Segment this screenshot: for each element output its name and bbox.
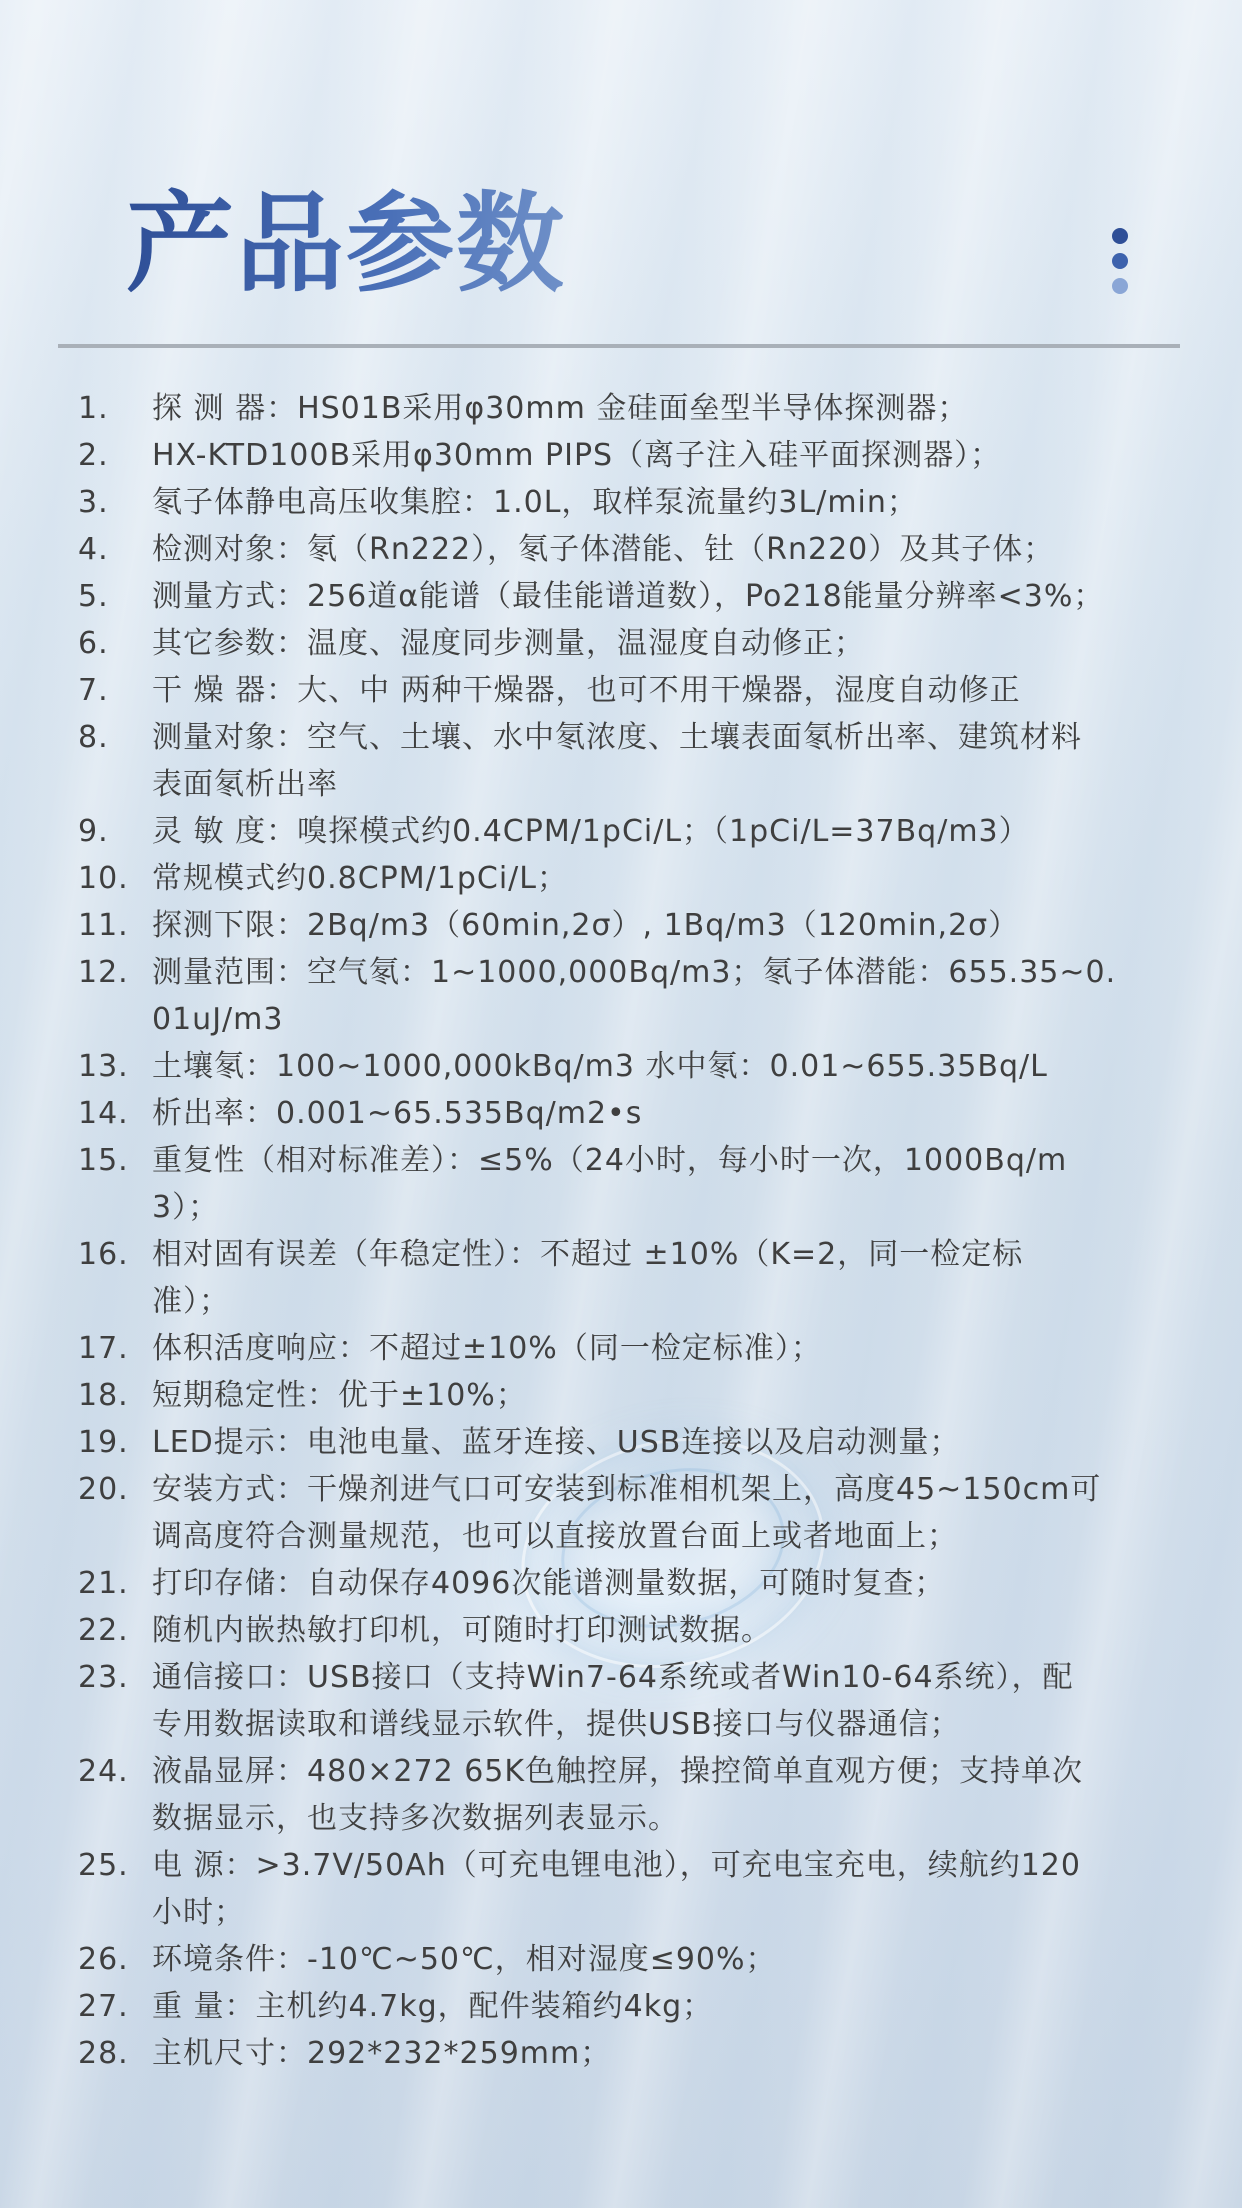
spec-item — [78, 1043, 1168, 1090]
spec-item — [78, 479, 1168, 526]
spec-text — [152, 855, 1168, 902]
spec-item — [78, 949, 1168, 1043]
spec-text — [152, 573, 1168, 620]
spec-line: 液晶显屏：480×272 65K色触控屏，操控简单直观方便；支持单次 — [152, 1754, 1084, 1789]
spec-line: 重 量：主机约4.7kg，配件装箱约4kg； — [152, 1989, 714, 2024]
spec-line: 调高度符合测量规范，也可以直接放置台面上或者地面上； — [152, 1519, 958, 1554]
spec-number: 22. — [78, 1613, 129, 1648]
spec-text — [152, 714, 1168, 808]
spec-line: 环境条件：-10℃~50℃，相对湿度≤90%； — [152, 1942, 777, 1977]
spec-line: 表面氡析出率 — [152, 767, 338, 802]
spec-number: 19. — [78, 1425, 129, 1460]
spec-text — [152, 1607, 1168, 1654]
page-header — [0, 0, 1242, 350]
spec-line: 其它参数：温度、湿度同步测量，温湿度自动修正； — [152, 626, 865, 661]
spec-item — [78, 1654, 1168, 1748]
spec-item — [78, 385, 1168, 432]
page-title: 产品参数 — [126, 180, 566, 310]
spec-line: 氡子体静电高压收集腔：1.0L，取样泵流量约3L/min； — [152, 485, 918, 520]
spec-number: 26. — [78, 1942, 129, 1977]
spec-item — [78, 1983, 1168, 2030]
spec-number: 23. — [78, 1660, 129, 1695]
spec-item — [78, 1936, 1168, 1983]
spec-item — [78, 714, 1168, 808]
spec-line: 专用数据读取和谱线显示软件，提供USB接口与仪器通信； — [152, 1707, 961, 1742]
spec-line: 打印存储：自动保存4096次能谱测量数据，可随时复查； — [152, 1566, 946, 1601]
spec-number: 28. — [78, 2036, 129, 2071]
spec-item — [78, 855, 1168, 902]
spec-line: 主机尺寸：292*232*259mm； — [152, 2036, 612, 2071]
spec-line: 灵 敏 度：嗅探模式约0.4CPM/1pCi/L；（1pCi/L=37Bq/m3） — [152, 814, 1030, 849]
spec-text — [152, 385, 1168, 432]
spec-line: 安装方式：干燥剂进气口可安装到标准相机架上，高度45~150cm可 — [152, 1472, 1102, 1507]
spec-text — [152, 2030, 1168, 2077]
spec-text — [152, 1372, 1168, 1419]
spec-item — [78, 620, 1168, 667]
spec-line: 析出率：0.001~65.535Bq/m2•s — [152, 1096, 643, 1131]
spec-line: 小时； — [152, 1895, 245, 1930]
spec-item — [78, 1842, 1168, 1936]
spec-number: 2. — [78, 438, 109, 473]
spec-item — [78, 1419, 1168, 1466]
spec-number: 24. — [78, 1754, 129, 1789]
spec-number: 10. — [78, 861, 129, 896]
spec-line: 检测对象：氡（Rn222），氡子体潜能、钍（Rn220）及其子体； — [152, 532, 1055, 567]
spec-text — [152, 1137, 1168, 1231]
spec-item — [78, 808, 1168, 855]
spec-text — [152, 1936, 1168, 1983]
spec-text — [152, 1325, 1168, 1372]
spec-number: 1. — [78, 391, 109, 426]
spec-text — [152, 1842, 1168, 1936]
spec-line: 测量范围：空气氡：1~1000,000Bq/m3；氡子体潜能：655.35~0. — [152, 955, 1117, 990]
spec-line: 数据显示，也支持多次数据列表显示。 — [152, 1801, 679, 1836]
spec-line: 重复性（相对标准差）：≤5%（24小时，每小时一次，1000Bq/m — [152, 1143, 1068, 1178]
spec-line: 探 测 器：HS01B采用φ30mm 金硅面垒型半导体探测器； — [152, 391, 969, 426]
spec-text — [152, 1466, 1168, 1560]
spec-item — [78, 667, 1168, 714]
spec-number: 15. — [78, 1143, 129, 1178]
spec-number: 17. — [78, 1331, 129, 1366]
spec-text — [152, 526, 1168, 573]
spec-item — [78, 526, 1168, 573]
spec-item — [78, 1325, 1168, 1372]
spec-item — [78, 1231, 1168, 1325]
spec-text — [152, 1560, 1168, 1607]
spec-line: 土壤氡：100~1000,000kBq/m3 水中氡：0.01~655.35Bq/L — [152, 1049, 1048, 1084]
spec-number: 4. — [78, 532, 109, 567]
spec-text — [152, 1654, 1168, 1748]
spec-number: 9. — [78, 814, 109, 849]
spec-line: 干 燥 器：大、中 两种干燥器，也可不用干燥器，湿度自动修正 — [152, 673, 1021, 708]
spec-line: 测量方式：256道α能谱（最佳能谱道数），Po218能量分辨率<3%； — [152, 579, 1105, 614]
spec-text — [152, 1419, 1168, 1466]
spec-text — [152, 949, 1168, 1043]
spec-number: 16. — [78, 1237, 129, 1272]
spec-text — [152, 667, 1168, 714]
spec-number: 25. — [78, 1848, 129, 1883]
spec-line: 01uJ/m3 — [152, 1002, 284, 1037]
spec-number: 8. — [78, 720, 109, 755]
spec-item — [78, 1607, 1168, 1654]
spec-line: 3）； — [152, 1190, 220, 1225]
spec-text — [152, 432, 1168, 479]
more-dots-icon — [1112, 228, 1132, 303]
spec-item — [78, 1137, 1168, 1231]
spec-number: 11. — [78, 908, 129, 943]
spec-number: 20. — [78, 1472, 129, 1507]
spec-item — [78, 1090, 1168, 1137]
spec-item — [78, 1748, 1168, 1842]
spec-line: HX-KTD100B采用φ30mm PIPS（离子注入硅平面探测器）； — [152, 438, 1002, 473]
spec-line: 探测下限：2Bq/m3（60min,2σ）, 1Bq/m3（120min,2σ） — [152, 908, 1020, 943]
spec-line: 电 源：>3.7V/50Ah（可充电锂电池），可充电宝充电，续航约120 — [152, 1848, 1081, 1883]
dot-icon — [1112, 253, 1128, 269]
spec-text — [152, 620, 1168, 667]
spec-item — [78, 2030, 1168, 2077]
spec-number: 5. — [78, 579, 109, 614]
spec-number: 3. — [78, 485, 109, 520]
header-divider — [58, 344, 1180, 348]
spec-item — [78, 573, 1168, 620]
spec-line: 准）； — [152, 1284, 230, 1319]
spec-number: 21. — [78, 1566, 129, 1601]
dot-icon — [1112, 228, 1128, 244]
spec-text — [152, 479, 1168, 526]
spec-list — [78, 385, 1168, 2077]
spec-line: LED提示：电池电量、蓝牙连接、USB连接以及启动测量； — [152, 1425, 961, 1460]
spec-line: 相对固有误差（年稳定性）：不超过 ±10%（K=2，同一检定标 — [152, 1237, 1024, 1272]
spec-number: 7. — [78, 673, 109, 708]
spec-item — [78, 1466, 1168, 1560]
spec-item — [78, 432, 1168, 479]
spec-text — [152, 1231, 1168, 1325]
spec-number: 18. — [78, 1378, 129, 1413]
spec-line: 短期稳定性：优于±10%； — [152, 1378, 527, 1413]
spec-line: 测量对象：空气、土壤、水中氡浓度、土壤表面氡析出率、建筑材料 — [152, 720, 1082, 755]
spec-number: 27. — [78, 1989, 129, 2024]
spec-number: 12. — [78, 955, 129, 990]
spec-item — [78, 1372, 1168, 1419]
spec-line: 随机内嵌热敏打印机，可随时打印测试数据。 — [152, 1613, 772, 1648]
spec-line: 体积活度响应：不超过±10%（同一检定标准）； — [152, 1331, 822, 1366]
dot-icon — [1112, 278, 1128, 294]
spec-text — [152, 1043, 1168, 1090]
spec-text — [152, 1983, 1168, 2030]
spec-number: 14. — [78, 1096, 129, 1131]
spec-line: 常规模式约0.8CPM/1pCi/L； — [152, 861, 568, 896]
spec-item — [78, 1560, 1168, 1607]
spec-number: 13. — [78, 1049, 129, 1084]
spec-text — [152, 902, 1168, 949]
spec-text — [152, 1090, 1168, 1137]
spec-line: 通信接口：USB接口（支持Win7-64系统或者Win10-64系统），配 — [152, 1660, 1074, 1695]
spec-text — [152, 808, 1168, 855]
spec-item — [78, 902, 1168, 949]
spec-text — [152, 1748, 1168, 1842]
spec-number: 6. — [78, 626, 109, 661]
